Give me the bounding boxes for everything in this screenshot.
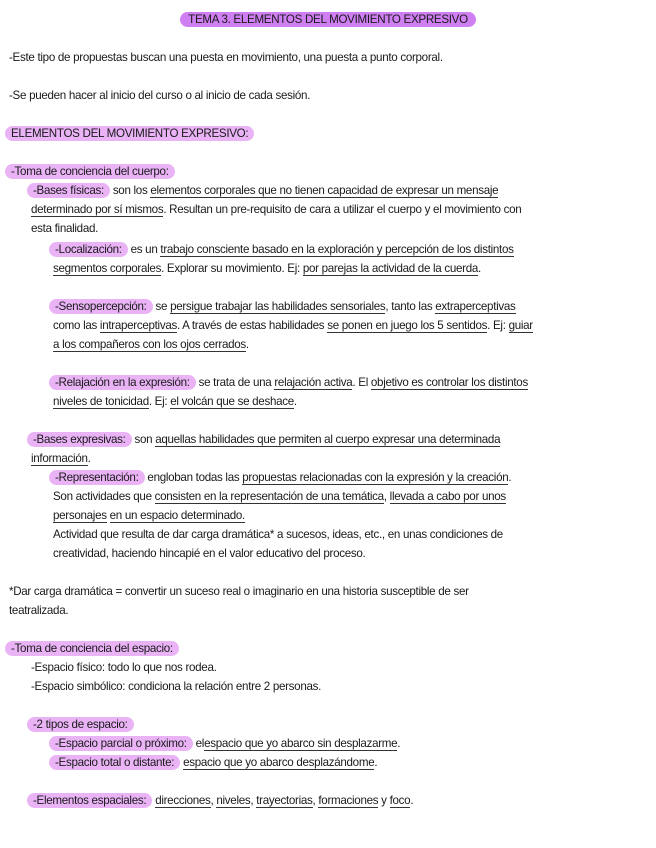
representacion-line-3 [53, 506, 245, 525]
text-segment: . Explorar su movimiento. Ej: [161, 262, 300, 275]
bases-expresivas-line-1 [31, 430, 500, 449]
cuerpo-heading: -Toma de conciencia del cuerpo: [5, 164, 175, 179]
page-title-row [0, 10, 656, 29]
underlined-text: espacio que yo abarco desplazándome [183, 756, 375, 769]
text-segment: se trata de una [198, 376, 272, 389]
underlined-text: el volcán que se deshace [170, 395, 294, 408]
footnote-line-2: teatralizada. [9, 604, 69, 617]
intro-line-1: -Este tipo de propuestas buscan una puesta en movimiento, una puesta a punto corporal. [9, 51, 443, 64]
text-segment: . Resultan un pre-requisito de cara a utilizar el cuerpo y el movimiento con [163, 203, 522, 216]
underlined-text: elementos corporales que no tienen capacidad de expresar un mensaje [150, 184, 499, 197]
underlined-text: niveles de tonicidad [53, 395, 149, 408]
underlined-text: trabajo consciente basado en la exploración y percepción de los distintos [160, 243, 514, 256]
underlined-text: guiar [508, 319, 533, 332]
underlined-text: trayectorias [256, 794, 313, 807]
bases-fisicas-line-2 [31, 200, 521, 219]
underlined-text: espacio que yo abarco sin desplazarme [204, 737, 398, 750]
text-segment: . A través de estas habilidades [176, 319, 325, 332]
text-segment: . El [352, 376, 368, 389]
text-segment: . [478, 262, 481, 275]
page-title: TEMA 3. ELEMENTOS DEL MOVIMIENTO EXPRESIVO [180, 12, 476, 27]
text-segment: es un [130, 243, 158, 256]
sensopercepcion-line-3 [53, 335, 249, 354]
underlined-text: foco [389, 794, 411, 807]
relajacion-label: -Relajación en la expresión: [49, 375, 196, 390]
underlined-text: llevada a cabo por unos [389, 490, 506, 503]
elementos-label: -Elementos espaciales: [27, 793, 152, 808]
text-segment: son los [112, 184, 148, 197]
sensopercepcion-line-1 [53, 297, 516, 316]
tipos-heading-row [31, 715, 134, 734]
underlined-text: extraperceptivas [435, 300, 516, 313]
underlined-text: por parejas la actividad de la cuerda [302, 262, 479, 275]
cuerpo-heading-row [9, 162, 175, 181]
text-segment: . [245, 338, 249, 351]
underlined-text: consisten en la representación de una temática [154, 490, 384, 503]
espacio-heading-row [9, 639, 179, 658]
underlined-text: formaciones [318, 794, 379, 807]
tipos-heading: -2 tipos de espacio: [27, 717, 134, 732]
sensopercepcion-label: -Sensopercepción: [49, 299, 153, 314]
bases-expresivas-line-2 [31, 449, 91, 468]
underlined-text: información [31, 452, 88, 465]
localizacion-line-2 [53, 259, 481, 278]
underlined-text: personajes [53, 509, 107, 522]
underlined-text: relajación activa [274, 376, 353, 389]
text-segment: . Ej: [148, 395, 168, 408]
espacio-parcial [53, 734, 400, 753]
underlined-text: a los compañeros con los ojos cerrados [53, 338, 246, 351]
text-segment: . [293, 395, 297, 408]
sensopercepcion-line-2 [53, 316, 533, 335]
bases-fisicas-line-1 [31, 181, 498, 200]
espacio-total [53, 753, 377, 772]
footnote-line-1: *Dar carga dramática = convertir un suceso real o imaginario en una historia susceptible de ser [9, 585, 469, 598]
text-segment: engloban todas las [147, 471, 240, 484]
localizacion-label: -Localización: [49, 242, 128, 257]
text-segment: son [134, 433, 153, 446]
underlined-text: persigue trabajar las habilidades sensoriales [170, 300, 386, 313]
underlined-text: aquellas habilidades que permiten al cuerpo expresar una determinada [155, 433, 501, 446]
underlined-text: segmentos corporales [53, 262, 162, 275]
underlined-text: niveles [216, 794, 251, 807]
elementos-espaciales [31, 791, 413, 810]
text-segment: y [381, 794, 387, 807]
text-segment: , [312, 794, 316, 807]
text-segment: , tanto las [385, 300, 433, 313]
bases-expresivas-label: -Bases expresivas: [27, 432, 132, 447]
text-segment: Son actividades que [53, 490, 152, 503]
bases-fisicas-line-3: esta finalidad. [31, 222, 99, 235]
underlined-text: direcciones [155, 794, 211, 807]
underlined-text: propuestas relacionadas con la expresión y la creación [242, 471, 509, 484]
espacio-simbolico: -Espacio simbólico: condiciona la relación entre 2 personas. [31, 680, 322, 693]
espacio-heading: -Toma de conciencia del espacio: [5, 641, 179, 656]
text-segment: . [374, 756, 378, 769]
underlined-text: se ponen en juego los 5 sentidos [327, 319, 488, 332]
relajacion-line-2 [53, 392, 297, 411]
representacion-line-4: Actividad que resulta de dar carga dramática* a sucesos, ideas, etc., en unas condiciones de [53, 528, 503, 541]
text-segment: . Ej: [487, 319, 506, 332]
section-heading-row [9, 124, 254, 143]
underlined-text: determinado por sí mismos [31, 203, 164, 216]
text-segment: , [210, 794, 214, 807]
text-segment: , [250, 794, 254, 807]
underlined-text: objetivo es controlar los distintos [370, 376, 528, 389]
underlined-text: en un espacio determinado. [109, 509, 245, 522]
representacion-line-5: creatividad, haciendo hincapié en el valor educativo del proceso. [53, 547, 366, 560]
text-segment: como las [53, 319, 97, 332]
espacio-fisico: -Espacio físico: todo lo que nos rodea. [31, 661, 217, 674]
text-segment: el [195, 737, 205, 750]
text-segment: . [508, 471, 512, 484]
representacion-line-1 [53, 468, 511, 487]
espacio-parcial-label: -Espacio parcial o próximo: [49, 736, 193, 751]
bases-fisicas-label: -Bases físicas: [27, 183, 110, 198]
espacio-total-label: -Espacio total o distante: [49, 755, 180, 770]
text-segment: . [87, 452, 91, 465]
text-segment: , [383, 490, 387, 503]
relajacion-line-1 [53, 373, 528, 392]
text-segment: . [410, 794, 414, 807]
intro-line-2: -Se pueden hacer al inicio del curso o al inicio de cada sesión. [9, 89, 311, 102]
text-segment: se [155, 300, 168, 313]
representacion-line-2 [53, 487, 506, 506]
section-heading: ELEMENTOS DEL MOVIMIENTO EXPRESIVO: [5, 126, 254, 141]
underlined-text: intraperceptivas [99, 319, 177, 332]
text-segment: . [397, 737, 401, 750]
representacion-label: -Representación: [49, 470, 145, 485]
localizacion-line-1 [53, 240, 514, 259]
